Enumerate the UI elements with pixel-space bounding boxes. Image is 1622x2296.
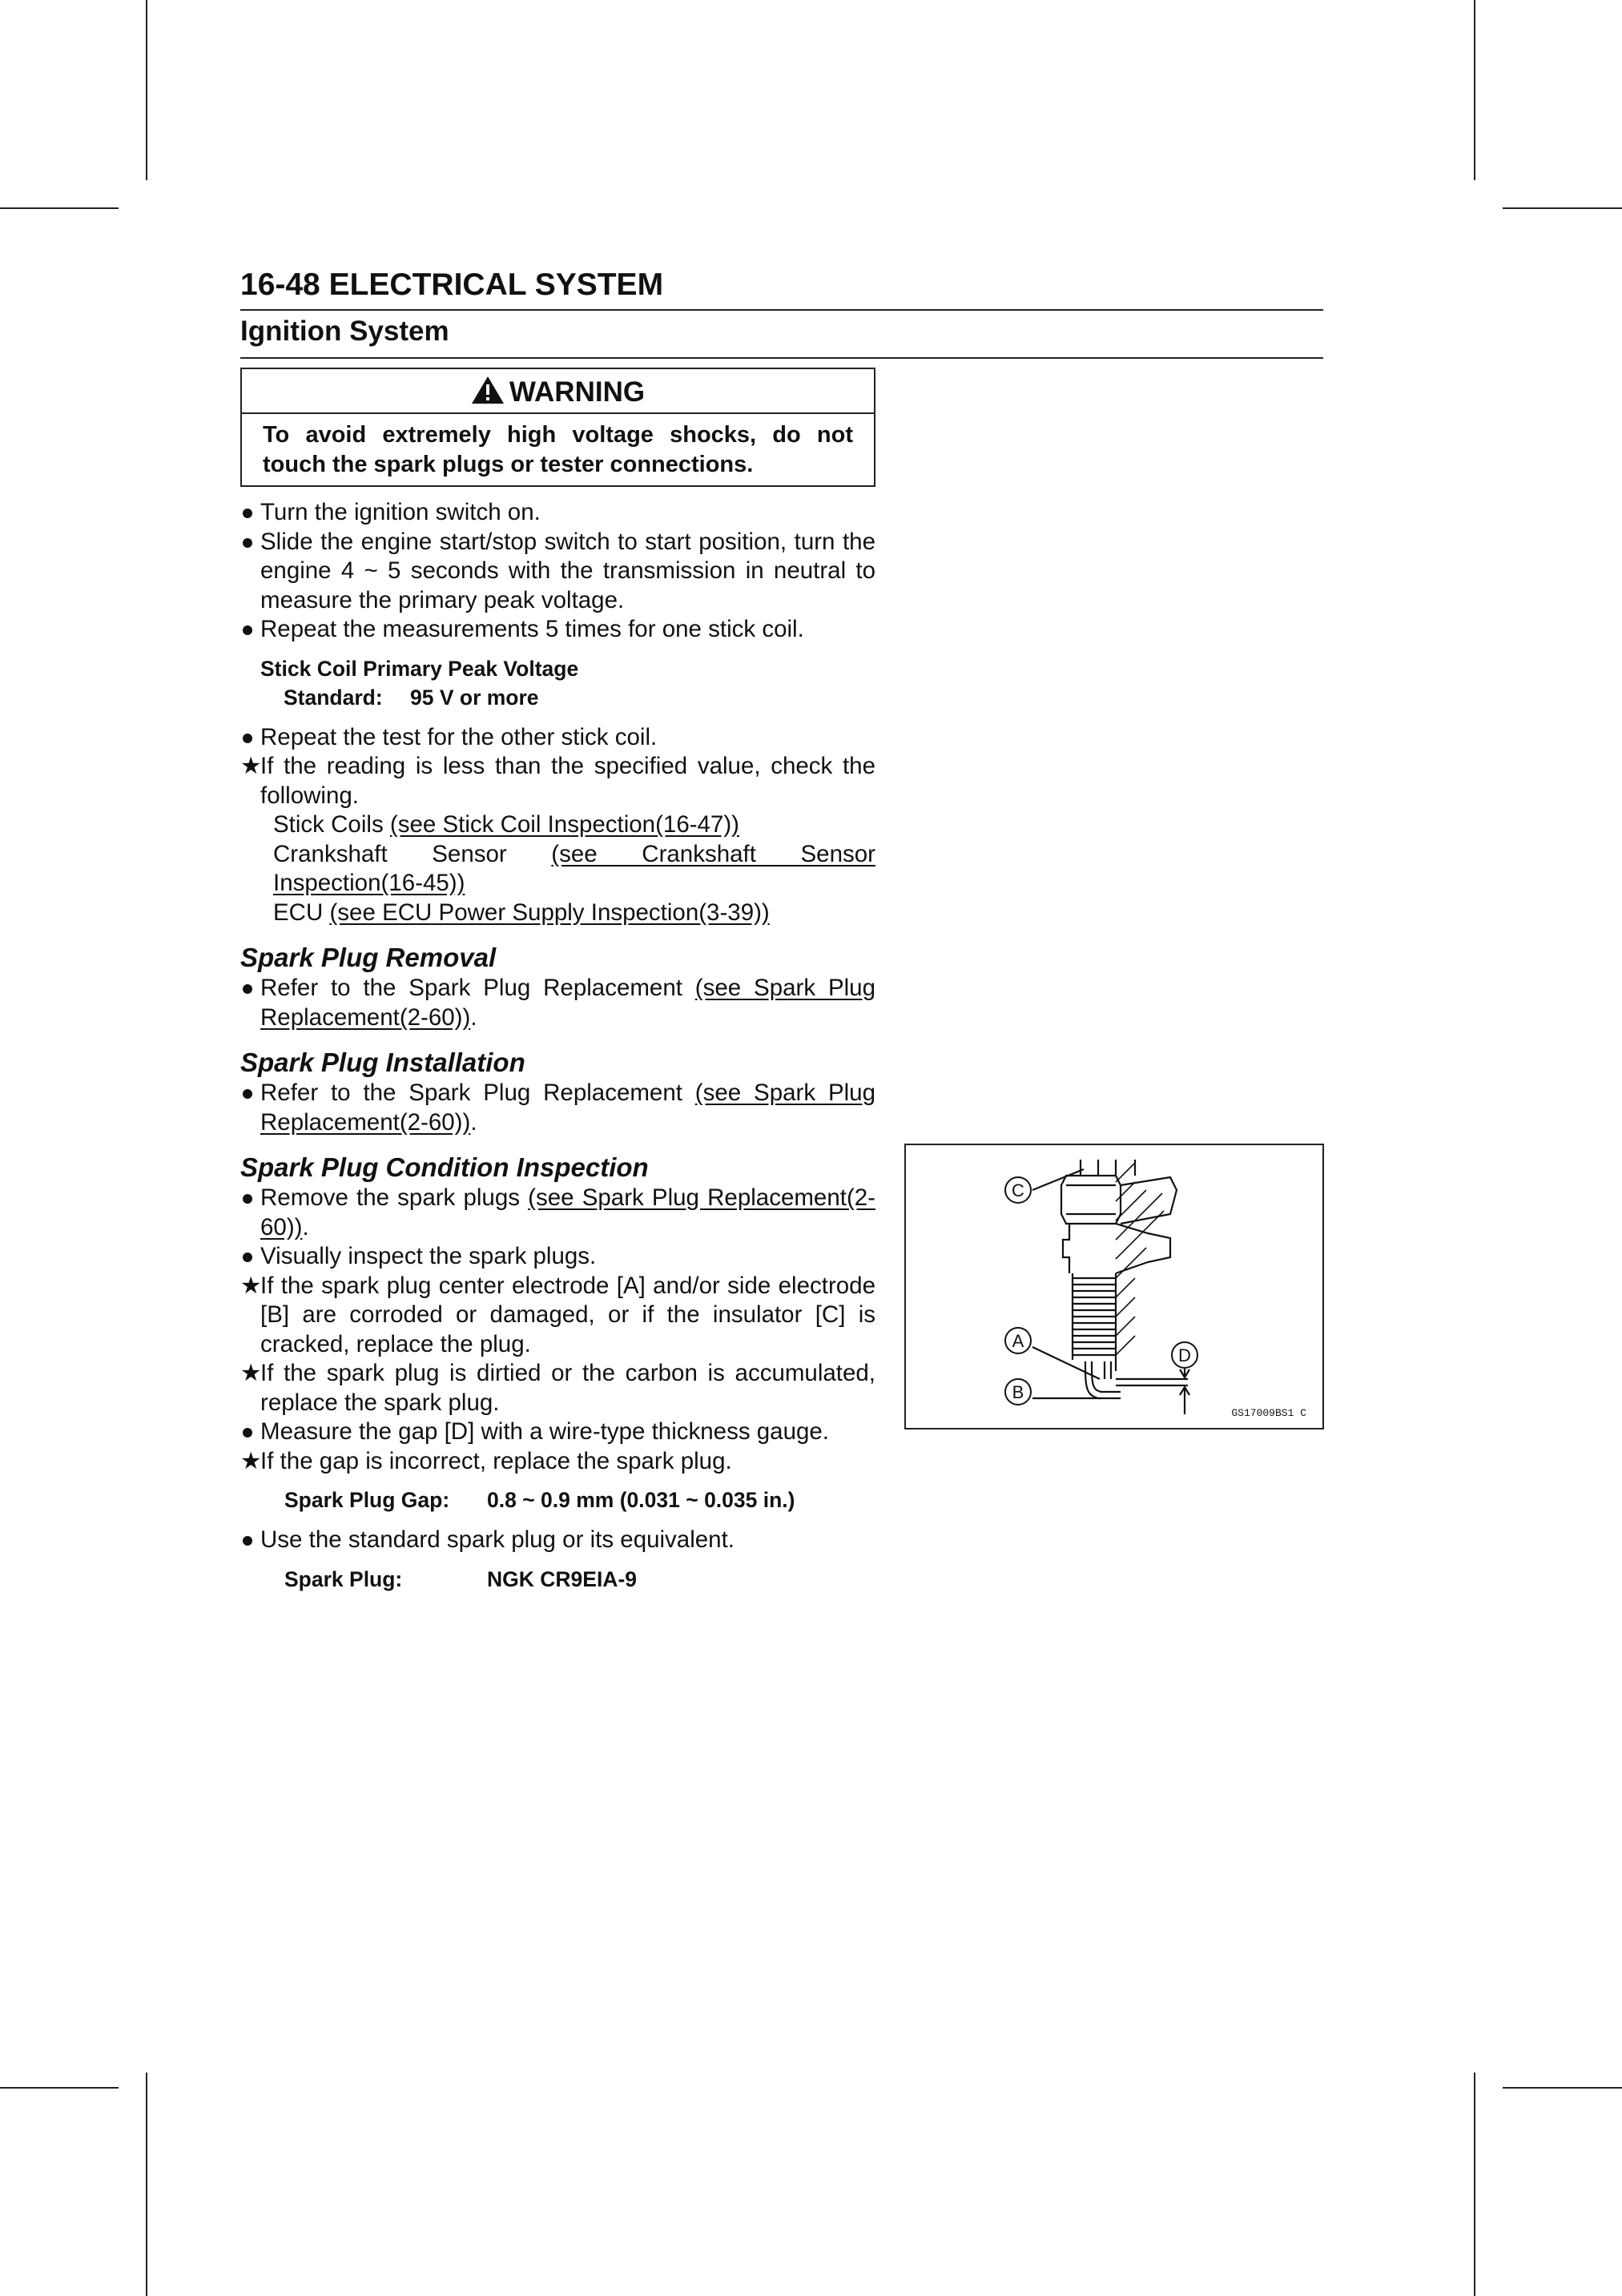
list-item: Refer to the Spark Plug Replacement (see Spark Plug Replacement(2-60)). — [260, 975, 875, 1031]
list-item: Repeat the test for the other stick coil. — [260, 723, 658, 750]
check-item: Crankshaft Sensor (see Crankshaft Sensor Inspection(16-45)) — [273, 840, 875, 896]
warning-text: To avoid extremely high voltage shocks, do not touch the spark plugs or tester connections. — [263, 422, 853, 477]
star-icon: ★ — [240, 753, 262, 779]
cross-reference-link[interactable]: (see Spark Plug Replacement(2-60)) — [260, 975, 875, 1031]
list-item: Repeat the measurements 5 times for one stick coil. — [260, 616, 804, 642]
crop-mark — [1474, 2073, 1475, 2296]
list-item: Measure the gap [D] with a wire-type thickness gauge. — [260, 1418, 830, 1445]
spec-spark-plug — [284, 1565, 875, 1594]
spec-value: 95 V or more — [410, 685, 539, 710]
star-icon: ★ — [240, 1360, 262, 1386]
heading-spark-plug-installation: Spark Plug Installation — [240, 1047, 525, 1077]
check-item: ECU (see ECU Power Supply Inspection(3-39)) — [273, 899, 770, 926]
warning-header — [242, 374, 874, 414]
list-item: Turn the ignition switch on. — [260, 499, 541, 525]
spec-label: Spark Plug Gap: — [284, 1488, 450, 1512]
cross-reference-link[interactable]: (see ECU Power Supply Inspection(3-39)) — [329, 899, 770, 926]
list-item: ★ If the reading is less than the specified value, check the following. — [240, 753, 875, 809]
spec-primary-peak-voltage — [260, 654, 875, 712]
warning-triangle-icon — [471, 376, 505, 404]
callout-label-d: D — [1178, 1345, 1191, 1365]
warning-box — [240, 368, 875, 487]
page-title: 16-48 ELECTRICAL SYSTEM — [240, 263, 1323, 311]
list-item: Use the standard spark plug or its equivalent. — [260, 1526, 735, 1553]
heading-spark-plug-condition-inspection: Spark Plug Condition Inspection — [240, 1152, 649, 1182]
crop-mark — [0, 2087, 119, 2089]
heading-spark-plug-removal: Spark Plug Removal — [240, 943, 497, 972]
cross-reference-link[interactable]: (see Crankshaft Sensor Inspection(16-45)) — [273, 840, 875, 896]
list-item: Refer to the Spark Plug Replacement (see Spark Plug Replacement(2-60)). — [260, 1080, 875, 1136]
star-icon: ★ — [240, 1447, 262, 1474]
list-item: ★ If the spark plug center electrode [A] and/or side electrode [B] are corroded or damaged, or if the insulator [C] is cracked, replace the plug. — [240, 1272, 875, 1357]
callout-label-a: A — [1012, 1331, 1024, 1351]
section-title: Ignition System — [240, 311, 1323, 359]
crop-mark — [1474, 0, 1475, 180]
crop-mark — [0, 207, 119, 209]
list-item: ★ If the gap is incorrect, replace the spark plug. — [240, 1447, 875, 1477]
callout-label-b: B — [1012, 1382, 1024, 1402]
list-item: Slide the engine start/stop switch to start position, turn the engine 4 ~ 5 seconds with the transmission in neutral to measure the primary peak voltage. — [260, 528, 875, 613]
spec-label: Standard: — [284, 685, 383, 710]
star-icon: ★ — [240, 1272, 262, 1299]
list-item: Remove the spark plugs (see Spark Plug Replacement(2-60)). — [260, 1184, 875, 1240]
spec-value: 0.8 ~ 0.9 mm (0.031 ~ 0.035 in.) — [487, 1488, 795, 1512]
warning-title: WARNING — [509, 376, 646, 408]
spec-title: Stick Coil Primary Peak Voltage — [260, 656, 579, 681]
cross-reference-link[interactable]: (see Stick Coil Inspection(16-47)) — [389, 811, 740, 838]
main-column — [240, 368, 875, 1594]
list-item: Visually inspect the spark plugs. — [260, 1243, 597, 1269]
spec-spark-plug-gap — [284, 1486, 875, 1514]
page-header — [240, 263, 1323, 359]
spec-value: NGK CR9EIA-9 — [487, 1566, 638, 1591]
cross-reference-link[interactable]: (see Spark Plug Replacement(2-60)) — [260, 1080, 875, 1136]
cross-reference-link[interactable]: (see Spark Plug Replacement(2-60)) — [260, 1184, 875, 1240]
crop-mark — [1503, 2087, 1622, 2089]
crop-mark — [1503, 207, 1622, 209]
spark-plug-diagram — [906, 1145, 1322, 1428]
crop-mark — [146, 0, 147, 180]
crop-mark — [146, 2073, 147, 2296]
figure-code: GS17009BS1 C — [1231, 1407, 1306, 1419]
check-item: Stick Coils (see Stick Coil Inspection(16-47)) — [273, 811, 740, 838]
callout-label-c: C — [1012, 1180, 1024, 1200]
spec-label: Spark Plug: — [284, 1566, 403, 1591]
list-item: ★ If the spark plug is dirtied or the carbon is accumulated, replace the spark plug. — [240, 1360, 875, 1416]
spark-plug-figure — [904, 1144, 1324, 1429]
